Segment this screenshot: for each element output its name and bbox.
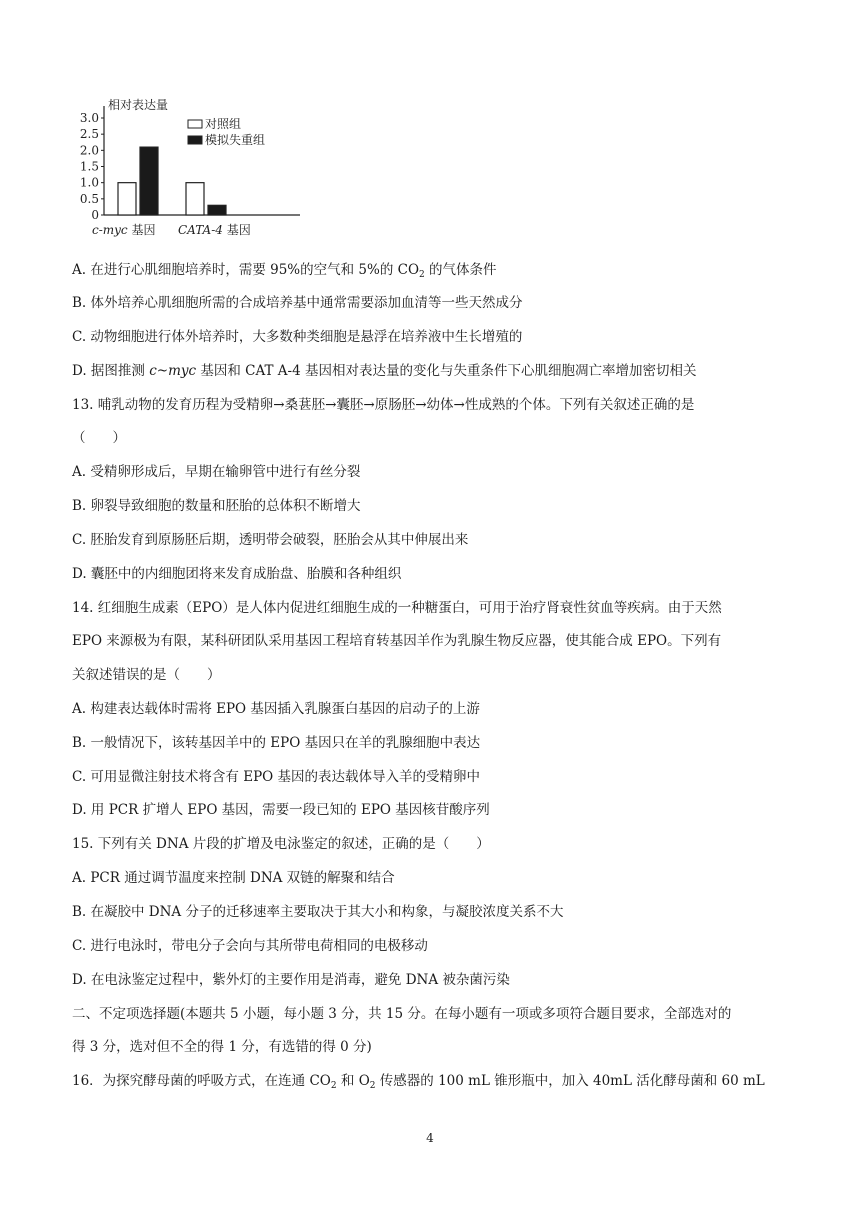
q14-stem-line2: EPO 来源极为有限，某科研团队采用基因工程培育转基因羊作为乳腺生物反应器，使其能合成 EPO。下列有	[72, 633, 722, 649]
y-tick-label: 1.5	[79, 159, 99, 174]
y-tick-label: 0	[91, 208, 99, 222]
expression-bar-chart	[62, 96, 302, 246]
q15-stem: 15. 下列有关 DNA 片段的扩增及电泳鉴定的叙述，正确的是（ ）	[72, 836, 490, 852]
bar	[118, 183, 136, 215]
q13-option-c: C. 胚胎发育到原肠胚后期，透明带会破裂，胚胎会从其中伸展出来	[72, 532, 469, 548]
q14-option-c: C. 可用显微注射技术将含有 EPO 基因的表达载体导入羊的受精卵中	[72, 769, 481, 785]
x-category-labels	[92, 223, 251, 237]
y-tick-label: 0.5	[79, 191, 99, 206]
q14-option-b: B. 一般情况下，该转基因羊中的 EPO 基因只在羊的乳腺细胞中表达	[72, 735, 481, 751]
chart-legend	[188, 116, 265, 147]
q15-option-a: A. PCR 通过调节温度来控制 DNA 双链的解聚和结合	[72, 870, 395, 886]
q14-option-a: A. 构建表达载体时需将 EPO 基因插入乳腺蛋白基因的启动子的上游	[72, 701, 480, 717]
section2-heading-line2: 得 3 分，选对但不全的得 1 分，有选错的得 0 分)	[72, 1039, 372, 1055]
bar	[186, 183, 204, 215]
q13-stem: 13. 哺乳动物的发育历程为受精卵→桑葚胚→囊胚→原肠胚→幼体→性成熟的个体。下列有关叙述正确的是	[72, 397, 695, 413]
legend-swatch	[188, 136, 202, 144]
q15-option-b: B. 在凝胶中 DNA 分子的迁移速率主要取决于其大小和构象，与凝胶浓度关系不大	[72, 904, 564, 920]
gene-name: c-myc	[92, 223, 128, 237]
legend-label: 对照组	[205, 117, 242, 131]
q16-stem: 16．为探究酵母菌的呼吸方式，在连通 $CO_2$ 和 $O_2$ 传感器的 100 mL 锥形瓶中，加入 40mL 活化酵母菌和 60 mL	[72, 1073, 765, 1091]
section2-heading-line1: 二、不定项选择题(本题共 5 小题，每小题 3 分，共 15 分。在每小题有一项或多项符合题目要求，全部选对的	[72, 1006, 732, 1022]
gene-suffix: 基因	[127, 223, 156, 237]
y-axis-label: 相对表达量	[108, 98, 169, 112]
bars	[118, 147, 226, 215]
bar	[140, 147, 158, 215]
q13-option-d: D. 囊胚中的内细胞团将来发育成胎盘、胎膜和各种组织	[72, 566, 402, 582]
y-tick-label: 1.0	[79, 175, 99, 190]
x-category-label	[178, 223, 251, 237]
q14-stem-line1: 14. 红细胞生成素（EPO）是人体内促进红细胞生成的一种糖蛋白，可用于治疗肾衰性贫血等疾病。由于天然	[72, 600, 722, 616]
q15-option-c: C. 进行电泳时，带电分子会向与其所带电荷相同的电极移动	[72, 938, 428, 954]
q14-option-d: D. 用 PCR 扩增人 EPO 基因，需要一段已知的 EPO 基因核苷酸序列	[72, 802, 490, 818]
gene-suffix: 基因	[222, 223, 251, 237]
y-tick-labels	[80, 111, 104, 222]
y-tick-label: 2.0	[79, 143, 99, 158]
q12-option-b: B. 体外培养心肌细胞所需的合成培养基中通常需要添加血清等一些天然成分	[72, 295, 523, 311]
q13-answer-paren: （ ）	[72, 430, 126, 446]
y-tick-label: 3.0	[79, 111, 99, 125]
q12-option-c: C. 动物细胞进行体外培养时，大多数种类细胞是悬浮在培养液中生长增殖的	[72, 329, 523, 345]
q12-option-d: D. 据图推测 c~myc 基因和 CAT A-4 基因相对表达量的变化与失重条件下心肌细胞凋亡率增加密切相关	[72, 363, 697, 379]
gene-name: CATA-4	[178, 223, 223, 237]
y-tick-label: 2.5	[79, 127, 99, 142]
q12-option-a: A. 在进行心肌细胞培养时，需要 95%的空气和 5%的 $CO_2$ 的气体条件	[72, 262, 497, 280]
q13-option-b: B. 卵裂导致细胞的数量和胚胎的总体积不断增大	[72, 498, 361, 514]
x-category-label	[92, 223, 155, 237]
q13-option-a: A. 受精卵形成后，早期在输卵管中进行有丝分裂	[72, 464, 361, 480]
legend-swatch	[188, 120, 202, 128]
q14-stem-line3: 关叙述错误的是（ ）	[72, 667, 221, 683]
q15-option-d: D. 在电泳鉴定过程中，紫外灯的主要作用是消毒，避免 DNA 被杂菌污染	[72, 972, 510, 988]
bar	[208, 205, 226, 215]
legend-label: 模拟失重组	[205, 133, 266, 147]
page-number: 4	[426, 1131, 434, 1145]
